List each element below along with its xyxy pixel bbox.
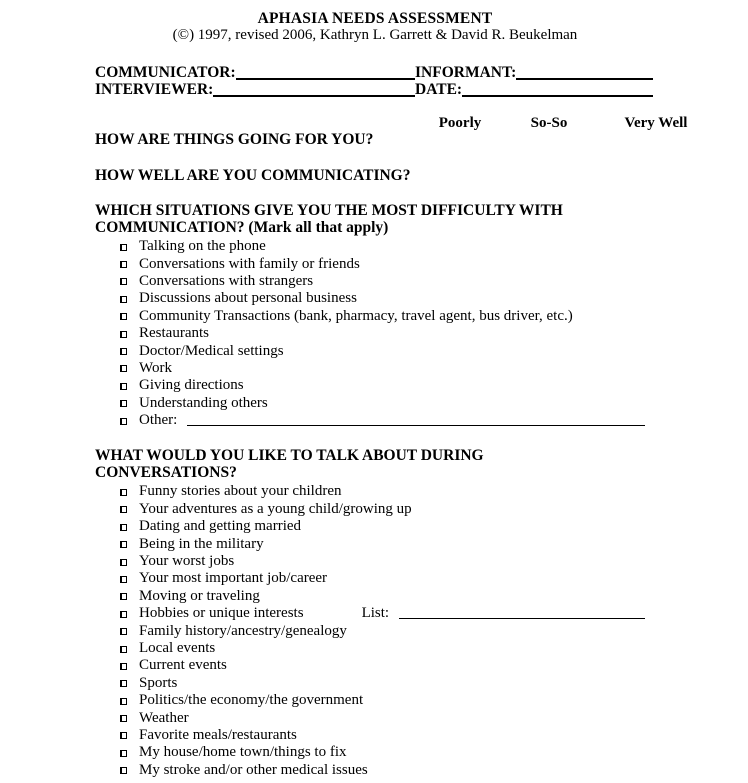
section-heading-difficulty: WHICH SITUATIONS GIVE YOU THE MOST DIFFICULTY WITH COMMUNICATION? (Mark all that apply)	[95, 202, 563, 236]
checklist-item-label: Funny stories about your children	[139, 483, 342, 500]
checkbox-icon[interactable]	[120, 611, 127, 618]
form-row-2	[95, 81, 653, 98]
checklist-item	[95, 640, 653, 657]
identification-fields	[95, 64, 653, 98]
checklist-item-label: Being in the military	[139, 535, 264, 552]
form-row-1	[95, 64, 653, 81]
checklist-item	[95, 692, 653, 709]
checkbox-icon[interactable]	[120, 506, 127, 513]
checkbox-icon[interactable]	[120, 750, 127, 757]
question-how-are-things-going: HOW ARE THINGS GOING FOR YOU?	[95, 131, 374, 148]
checklist-item	[95, 377, 653, 394]
communicator-label: COMMUNICATOR:	[95, 64, 236, 81]
checkbox-icon[interactable]	[120, 418, 127, 425]
checklist-item	[95, 273, 653, 290]
checkbox-icon[interactable]	[120, 489, 127, 496]
checklist-item-label: Moving or traveling	[139, 587, 260, 604]
difficulty-checklist	[95, 238, 653, 429]
checkbox-icon[interactable]	[120, 400, 127, 407]
checklist-item	[95, 535, 653, 552]
checklist-item-label: Your most important job/career	[139, 570, 328, 587]
checklist-item	[95, 727, 653, 744]
checkbox-icon[interactable]	[120, 663, 127, 670]
checklist-item	[95, 570, 653, 587]
checkbox-icon[interactable]	[120, 559, 127, 566]
checklist-item	[95, 709, 653, 726]
section-heading-topics: WHAT WOULD YOU LIKE TO TALK ABOUT DURING CONVERSATIONS?	[95, 447, 484, 482]
checkbox-icon[interactable]	[120, 278, 127, 285]
date-label: DATE:	[415, 81, 463, 98]
checklist-item-label: Favorite meals/restaurants	[139, 726, 297, 743]
checkbox-icon[interactable]	[120, 732, 127, 739]
checkbox-icon[interactable]	[120, 313, 127, 320]
checklist-item-label: Weather	[139, 709, 189, 726]
checklist-item	[95, 360, 653, 377]
checklist-item	[95, 762, 653, 779]
rating-scales	[95, 115, 720, 185]
checkbox-icon[interactable]	[120, 244, 127, 251]
checklist-item	[95, 605, 653, 622]
date-field	[415, 81, 653, 98]
checklist-item	[95, 342, 653, 359]
scale-label-poorly: Poorly	[438, 115, 482, 131]
checkbox-icon[interactable]	[120, 524, 127, 531]
checkbox-icon[interactable]	[120, 576, 127, 583]
fill-in-line[interactable]	[399, 618, 645, 619]
checklist-item-label: Your worst jobs	[139, 553, 235, 570]
checklist-item-label: My house/home town/things to fix	[139, 744, 347, 761]
section-difficult-situations	[95, 202, 748, 429]
checklist-item	[95, 657, 653, 674]
checklist-item-label: Other:	[139, 412, 178, 429]
scale-label-very-well: Very Well	[624, 115, 688, 131]
list-label: List:	[361, 605, 390, 622]
checkbox-icon[interactable]	[120, 331, 127, 338]
communicator-input-line[interactable]	[236, 78, 415, 80]
checkbox-icon[interactable]	[120, 383, 127, 390]
checkbox-icon[interactable]	[120, 698, 127, 705]
informant-input-line[interactable]	[516, 78, 653, 80]
checklist-item	[95, 395, 653, 412]
informant-label: INFORMANT:	[415, 64, 517, 81]
checkbox-icon[interactable]	[120, 715, 127, 722]
checklist-item-label: Understanding others	[139, 394, 268, 411]
topics-checklist	[95, 483, 653, 779]
checklist-item	[95, 622, 653, 639]
checkbox-icon[interactable]	[120, 646, 127, 653]
checklist-item-label: Conversations with family or friends	[139, 255, 360, 272]
checkbox-icon[interactable]	[120, 767, 127, 774]
checklist-item	[95, 255, 653, 272]
checkbox-icon[interactable]	[120, 365, 127, 372]
scale-label-so-so: So-So	[530, 115, 568, 131]
checklist-item	[95, 501, 653, 518]
checklist-item-label: Work	[139, 359, 172, 376]
copyright-subtitle: (©) 1997, revised 2006, Kathryn L. Garrett & David R. Beukelman	[172, 27, 578, 43]
checklist-item-label: My stroke and/or other medical issues	[139, 761, 368, 778]
checklist-item-label: Politics/the economy/the government	[139, 692, 364, 709]
checklist-item	[95, 308, 653, 325]
checklist-item-label: Doctor/Medical settings	[139, 342, 284, 359]
page-title: APHASIA NEEDS ASSESSMENT	[257, 10, 493, 27]
question-how-well-communicating: HOW WELL ARE YOU COMMUNICATING?	[95, 167, 411, 184]
checklist-item	[95, 744, 653, 761]
checklist-item-label: Local events	[139, 640, 216, 656]
checklist-item-label: Restaurants	[139, 325, 209, 342]
checkbox-icon[interactable]	[120, 593, 127, 600]
date-input-line[interactable]	[462, 95, 653, 97]
checklist-item-label: Community Transactions (bank, pharmacy, travel agent, bus driver, etc.)	[139, 307, 573, 324]
checklist-item	[95, 553, 653, 570]
checklist-item	[95, 325, 653, 342]
interviewer-label: INTERVIEWER:	[95, 81, 214, 98]
checkbox-icon[interactable]	[120, 680, 127, 687]
informant-field	[415, 64, 653, 81]
checkbox-icon[interactable]	[120, 348, 127, 355]
checkbox-icon[interactable]	[120, 261, 127, 268]
document-header	[95, 10, 655, 44]
checkbox-icon[interactable]	[120, 541, 127, 548]
checklist-item-label: Talking on the phone	[139, 238, 266, 255]
checklist-item-label: Dating and getting married	[139, 518, 302, 535]
section-conversation-topics	[95, 447, 748, 779]
checklist-item-label: Current events	[139, 657, 227, 674]
checklist-item-label: Conversations with strangers	[139, 272, 314, 289]
checklist-item	[95, 290, 653, 307]
communicator-field	[95, 64, 415, 81]
checkbox-icon[interactable]	[120, 296, 127, 303]
checklist-item	[95, 238, 653, 255]
interviewer-input-line[interactable]	[213, 95, 415, 97]
checklist-item-label: Discussions about personal business	[139, 290, 357, 307]
fill-in-line[interactable]	[187, 425, 645, 426]
checklist-item-label: Sports	[139, 674, 178, 691]
checklist-item-label: Giving directions	[139, 377, 244, 394]
checklist-item	[95, 518, 653, 535]
checklist-item	[95, 483, 653, 500]
checklist-item	[95, 588, 653, 605]
checklist-item-label: Your adventures as a young child/growing up	[139, 500, 412, 517]
checklist-item	[95, 675, 653, 692]
checkbox-icon[interactable]	[120, 628, 127, 635]
checklist-item-label: Hobbies or unique interests	[139, 605, 304, 622]
checklist-item-label: Family history/ancestry/genealogy	[139, 622, 347, 639]
checklist-item	[95, 412, 653, 429]
interviewer-field	[95, 81, 415, 98]
